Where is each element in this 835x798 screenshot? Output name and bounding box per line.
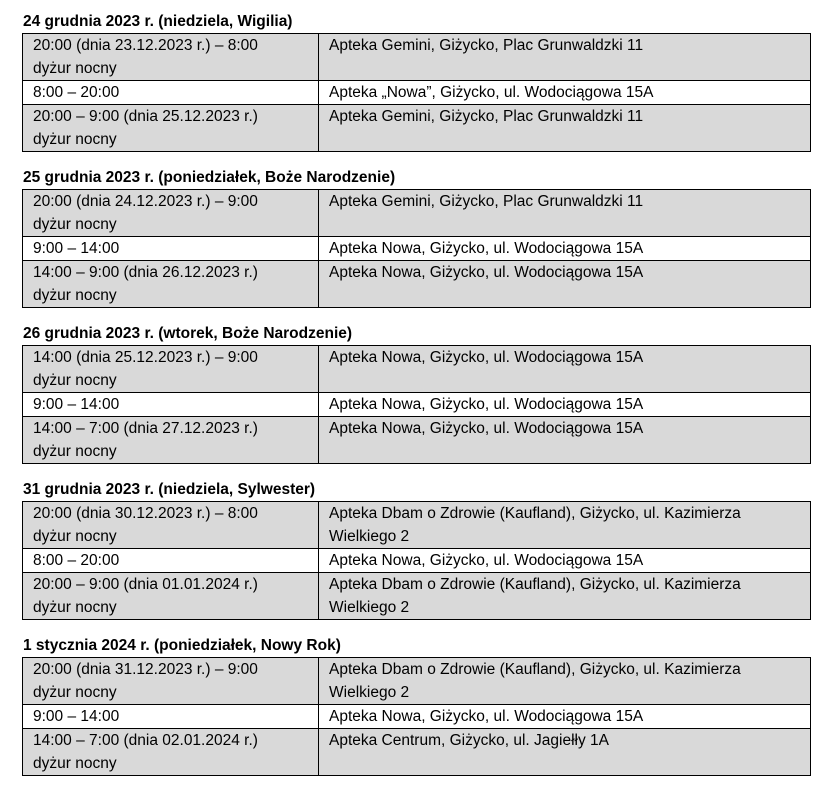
table-row bbox=[23, 393, 811, 417]
pharmacy-cell: Apteka Nowa, Giżycko, ul. Wodociągowa 15A bbox=[319, 393, 811, 417]
duty-hours-cell: 9:00 – 14:00 bbox=[23, 705, 319, 729]
duty-table bbox=[22, 657, 811, 776]
duty-hours-cell: 14:00 – 9:00 (dnia 26.12.2023 r.) dyżur nocny bbox=[23, 261, 319, 308]
day-heading: 26 grudnia 2023 r. (wtorek, Boże Narodzenie) bbox=[23, 325, 353, 342]
pharmacy-cell: Apteka Dbam o Zdrowie (Kaufland), Giżycko, ul. Kazimierza Wielkiego 2 bbox=[319, 658, 811, 705]
pharmacy-cell: Apteka Nowa, Giżycko, ul. Wodociągowa 15A bbox=[319, 705, 811, 729]
table-row bbox=[23, 190, 811, 237]
table-row bbox=[23, 549, 811, 573]
day-heading: 31 grudnia 2023 r. (niedziela, Sylwester) bbox=[23, 481, 316, 498]
table-row bbox=[23, 261, 811, 308]
pharmacy-cell: Apteka Gemini, Giżycko, Plac Grunwaldzki 11 bbox=[319, 190, 811, 237]
duty-hours-cell: 20:00 (dnia 30.12.2023 r.) – 8:00 dyżur nocny bbox=[23, 502, 319, 549]
pharmacy-cell: Apteka Nowa, Giżycko, ul. Wodociągowa 15A bbox=[319, 549, 811, 573]
pharmacy-cell: Apteka Centrum, Giżycko, ul. Jagiełły 1A bbox=[319, 729, 811, 776]
duty-hours-cell: 9:00 – 14:00 bbox=[23, 393, 319, 417]
table-row bbox=[23, 573, 811, 620]
pharmacy-cell: Apteka Dbam o Zdrowie (Kaufland), Giżycko, ul. Kazimierza Wielkiego 2 bbox=[319, 573, 811, 620]
table-row bbox=[23, 346, 811, 393]
duty-table bbox=[22, 33, 811, 152]
duty-hours-cell: 20:00 (dnia 31.12.2023 r.) – 9:00 dyżur nocny bbox=[23, 658, 319, 705]
duty-hours-cell: 20:00 – 9:00 (dnia 25.12.2023 r.) dyżur nocny bbox=[23, 105, 319, 152]
table-row bbox=[23, 729, 811, 776]
duty-hours-cell: 14:00 – 7:00 (dnia 27.12.2023 r.) dyżur nocny bbox=[23, 417, 319, 464]
day-section bbox=[22, 12, 810, 152]
table-row bbox=[23, 658, 811, 705]
pharmacy-cell: Apteka Nowa, Giżycko, ul. Wodociągowa 15A bbox=[319, 417, 811, 464]
table-row bbox=[23, 705, 811, 729]
table-row bbox=[23, 502, 811, 549]
duty-table bbox=[22, 501, 811, 620]
day-section bbox=[22, 480, 810, 620]
pharmacy-cell: Apteka Nowa, Giżycko, ul. Wodociągowa 15A bbox=[319, 261, 811, 308]
day-heading: 25 grudnia 2023 r. (poniedziałek, Boże Narodzenie) bbox=[23, 169, 396, 186]
duty-hours-cell: 14:00 – 7:00 (dnia 02.01.2024 r.) dyżur nocny bbox=[23, 729, 319, 776]
table-row bbox=[23, 237, 811, 261]
table-row bbox=[23, 417, 811, 464]
duty-hours-cell: 20:00 – 9:00 (dnia 01.01.2024 r.) dyżur nocny bbox=[23, 573, 319, 620]
table-row bbox=[23, 81, 811, 105]
day-heading: 1 stycznia 2024 r. (poniedziałek, Nowy Rok) bbox=[23, 637, 341, 654]
pharmacy-duty-schedule bbox=[22, 12, 810, 792]
duty-hours-cell: 8:00 – 20:00 bbox=[23, 81, 319, 105]
pharmacy-cell: Apteka Nowa, Giżycko, ul. Wodociągowa 15A bbox=[319, 237, 811, 261]
duty-hours-cell: 8:00 – 20:00 bbox=[23, 549, 319, 573]
day-section bbox=[22, 168, 810, 308]
table-row bbox=[23, 34, 811, 81]
duty-table bbox=[22, 189, 811, 308]
duty-table bbox=[22, 345, 811, 464]
pharmacy-cell: Apteka Gemini, Giżycko, Plac Grunwaldzki 11 bbox=[319, 105, 811, 152]
pharmacy-cell: Apteka Dbam o Zdrowie (Kaufland), Giżycko, ul. Kazimierza Wielkiego 2 bbox=[319, 502, 811, 549]
duty-hours-cell: 20:00 (dnia 23.12.2023 r.) – 8:00 dyżur nocny bbox=[23, 34, 319, 81]
day-section bbox=[22, 636, 810, 776]
day-heading: 24 grudnia 2023 r. (niedziela, Wigilia) bbox=[23, 13, 293, 30]
day-section bbox=[22, 324, 810, 464]
duty-hours-cell: 9:00 – 14:00 bbox=[23, 237, 319, 261]
pharmacy-cell: Apteka Nowa, Giżycko, ul. Wodociągowa 15A bbox=[319, 346, 811, 393]
duty-hours-cell: 14:00 (dnia 25.12.2023 r.) – 9:00 dyżur nocny bbox=[23, 346, 319, 393]
pharmacy-cell: Apteka Gemini, Giżycko, Plac Grunwaldzki 11 bbox=[319, 34, 811, 81]
pharmacy-cell: Apteka „Nowa”, Giżycko, ul. Wodociągowa 15A bbox=[319, 81, 811, 105]
duty-hours-cell: 20:00 (dnia 24.12.2023 r.) – 9:00 dyżur nocny bbox=[23, 190, 319, 237]
table-row bbox=[23, 105, 811, 152]
